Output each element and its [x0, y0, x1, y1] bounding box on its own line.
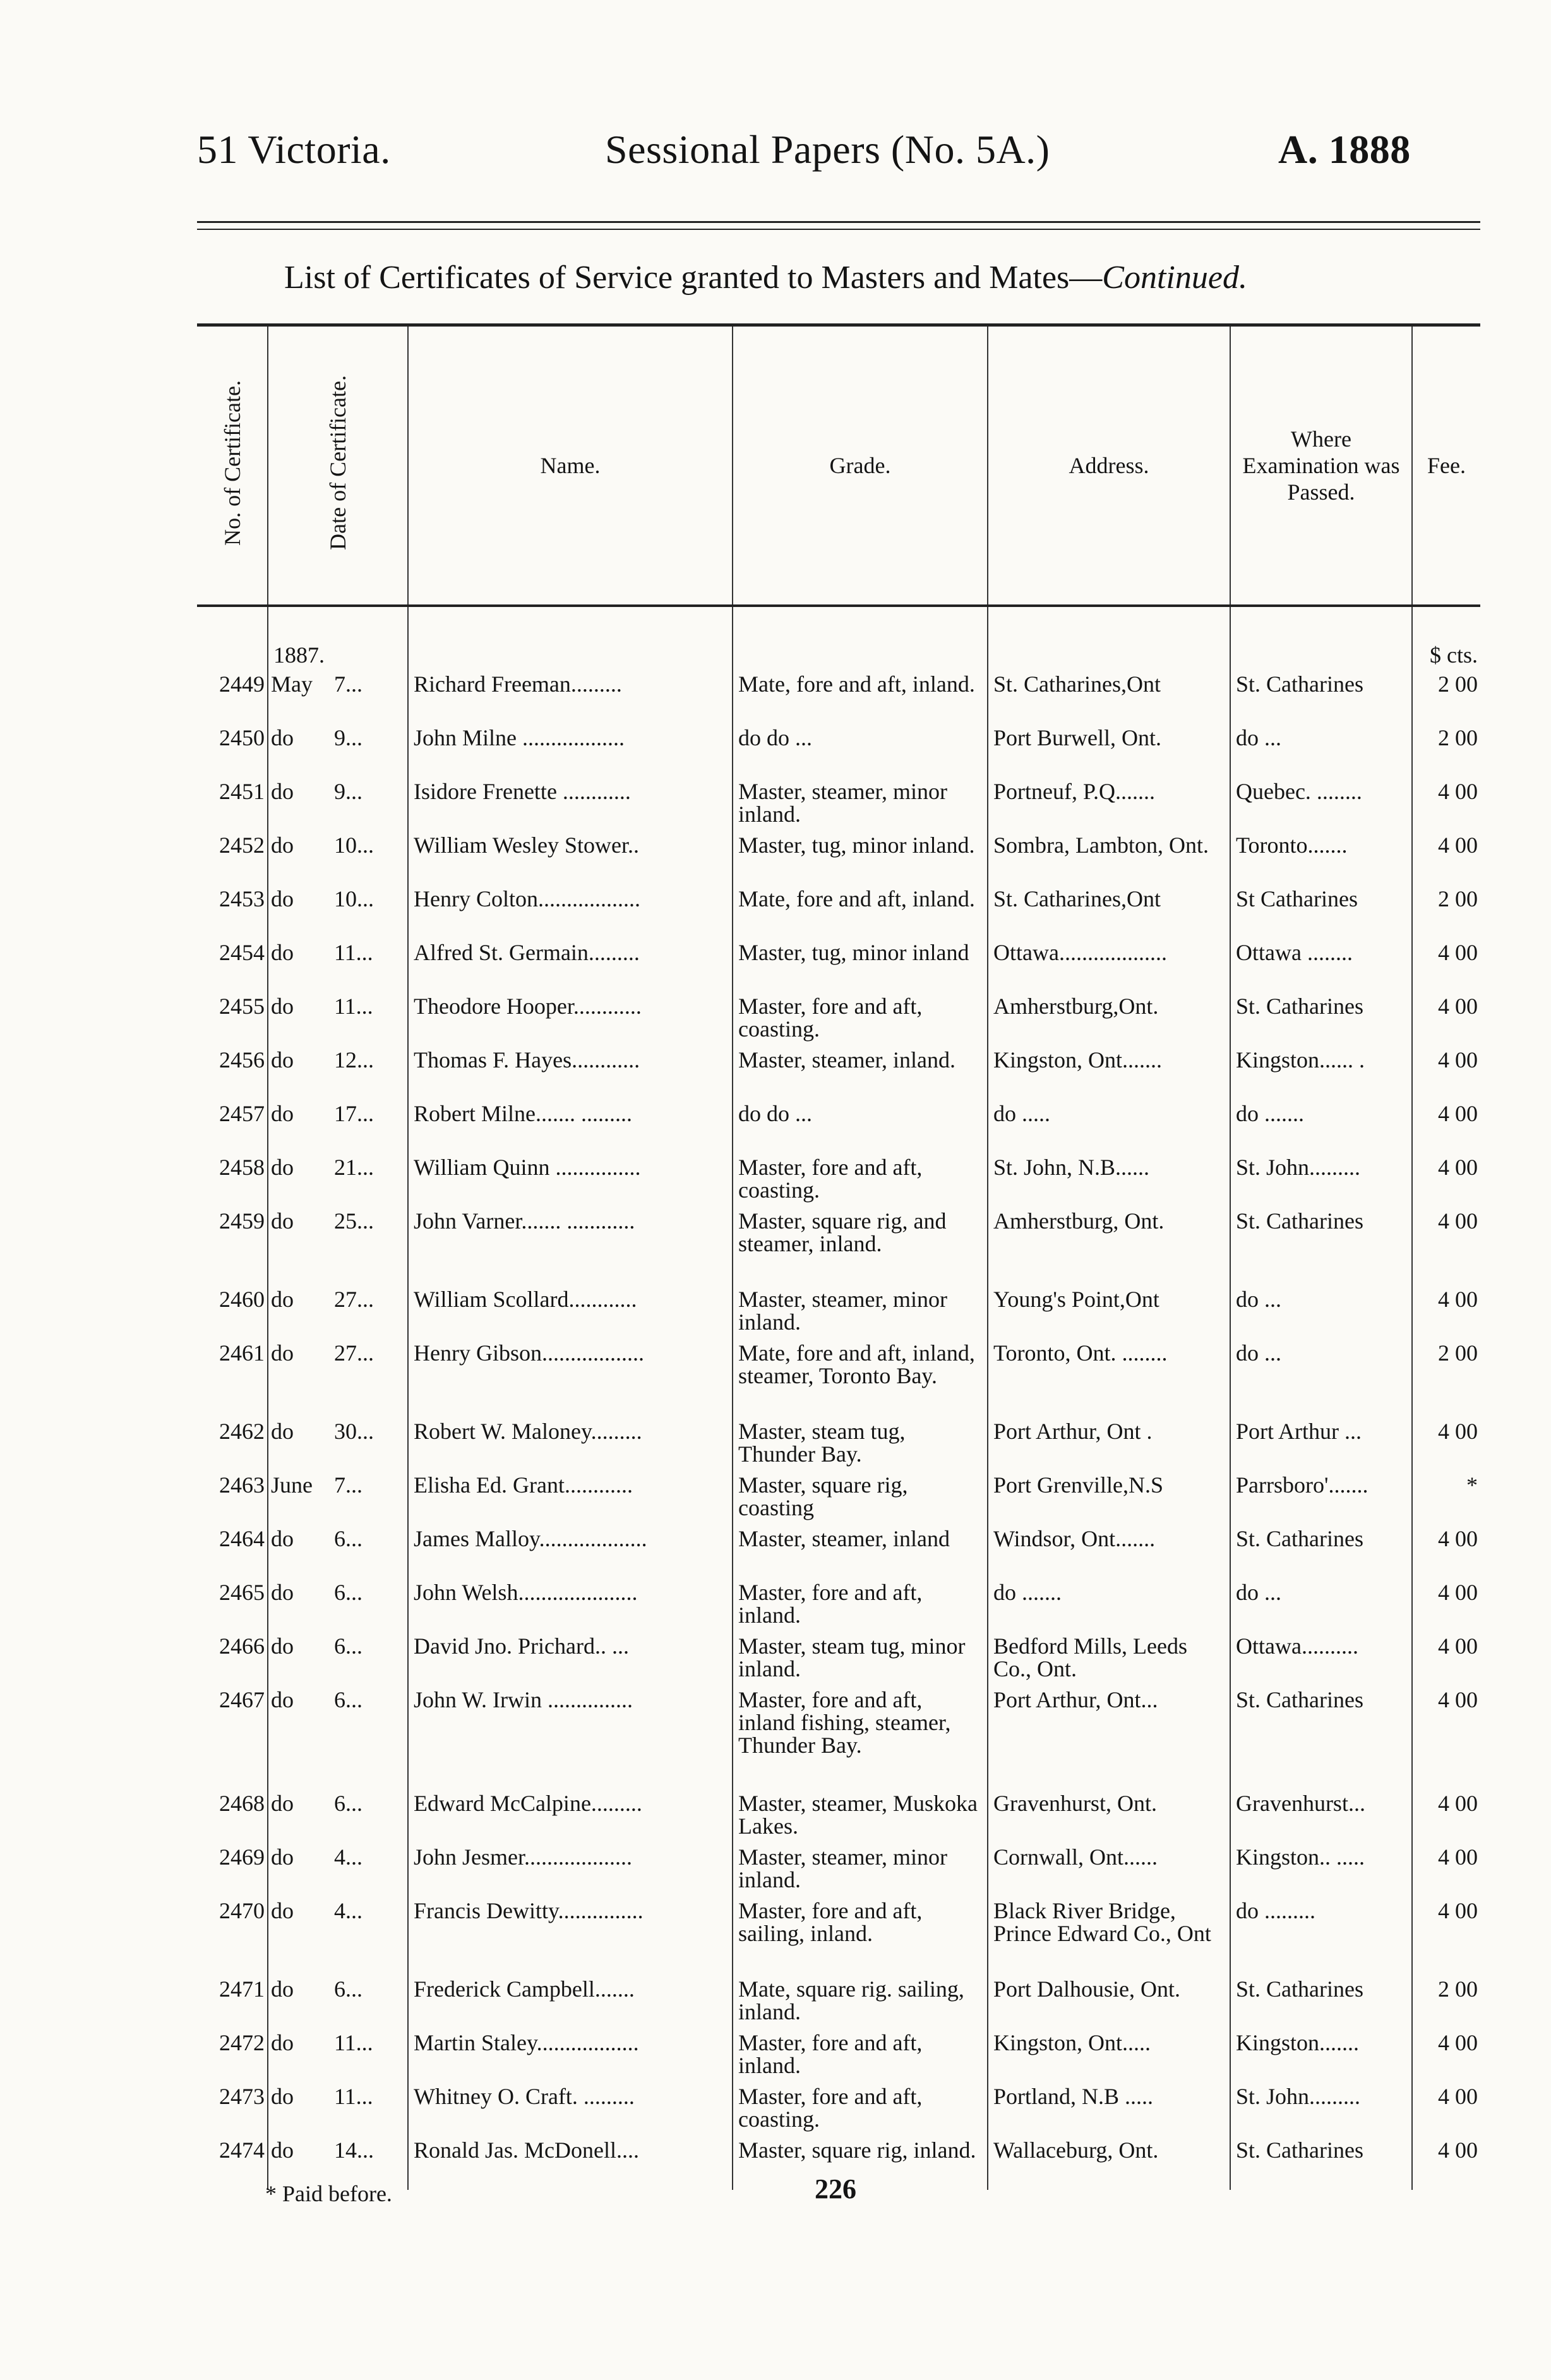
cell-fee: 4 00 [1412, 1897, 1480, 1975]
page-number: 226 [815, 2173, 856, 2204]
cell-grade: Master, square rig, and steamer, inland. [733, 1207, 988, 1285]
cell-certificate-no: 2469 [219, 1844, 265, 1870]
cell-grade: Master, tug, minor inland. [733, 831, 988, 885]
cell-date-month: do [271, 725, 294, 750]
cell-name: William Scollard............ [408, 1285, 733, 1339]
cell-address: Amherstburg, Ont. [988, 1207, 1230, 1285]
cell-date [268, 2082, 408, 2136]
cell-date [268, 1417, 408, 1471]
cell-address: Toronto, Ont. ........ [988, 1339, 1230, 1417]
cell-address: Sombra, Lambton, Ont. [988, 831, 1230, 885]
cell-where-examined: St Catharines [1230, 885, 1412, 939]
cell-date [268, 1975, 408, 2029]
table-row [197, 831, 1480, 885]
cell-where-examined: do ... [1230, 724, 1412, 778]
cell-address: Ottawa................... [988, 939, 1230, 992]
header-rule [197, 221, 1480, 223]
cell-fee: 4 00 [1412, 778, 1480, 831]
cell-name: John W. Irwin ............... [408, 1686, 733, 1789]
cell-where-examined: St. Catharines [1230, 670, 1412, 724]
cell-address: Port Arthur, Ont... [988, 1686, 1230, 1789]
cell-where-examined: Ottawa.......... [1230, 1632, 1412, 1686]
table-row [197, 1339, 1480, 1417]
cell-certificate-no: 2468 [219, 1791, 265, 1816]
cell-date [268, 939, 408, 992]
cell-grade: Master, steamer, minor inland. [733, 1843, 988, 1897]
cell-date-month: do [271, 1208, 294, 1234]
cell-date-month: do [271, 1287, 294, 1312]
table-row [197, 1471, 1480, 1525]
column-header-name: Name. [408, 325, 733, 606]
table-row [197, 670, 1480, 724]
cell-where-examined: St. Catharines [1230, 1207, 1412, 1285]
table-row [197, 1686, 1480, 1789]
cell-date [268, 992, 408, 1046]
cell-grade: Master, square rig, inland. [733, 2136, 988, 2190]
cell-fee: 4 00 [1412, 1578, 1480, 1632]
cell-date-day: 9... [334, 725, 362, 750]
cell-where-examined: Kingston.. ..... [1230, 1843, 1412, 1897]
cell-grade: Master, steamer, inland. [733, 1046, 988, 1100]
cell-date [268, 1285, 408, 1339]
cell-fee: 4 00 [1412, 992, 1480, 1046]
cell-date [268, 778, 408, 831]
cell-address: do ..... [988, 1100, 1230, 1153]
cell-address: Amherstburg,Ont. [988, 992, 1230, 1046]
cell-where-examined: St. Catharines [1230, 1525, 1412, 1578]
cell-date-month: do [271, 2137, 294, 2163]
cell-fee: 4 00 [1412, 1789, 1480, 1843]
cell-fee: 4 00 [1412, 1417, 1480, 1471]
cell-fee: 4 00 [1412, 1207, 1480, 1285]
header-session: 51 Victoria. [197, 127, 391, 172]
list-title-continued: Continued. [1102, 260, 1247, 296]
cell-address: Windsor, Ont....... [988, 1525, 1230, 1578]
list-title-main: List of Certificates of Service granted to Masters and Mates— [284, 260, 1103, 296]
cell-date-day: 11... [334, 940, 373, 965]
cell-certificate-no: 2461 [219, 1340, 265, 1366]
cell-date-day: 6... [334, 1580, 362, 1605]
cell-fee: 4 00 [1412, 1046, 1480, 1100]
cell-where-examined: Port Arthur ... [1230, 1417, 1412, 1471]
cell-address: do ....... [988, 1578, 1230, 1632]
header-title: Sessional Papers (No. 5A.) [605, 127, 1050, 172]
cell-date-month: do [271, 1791, 294, 1816]
cell-date-month: do [271, 2030, 294, 2055]
cell-name: Ronald Jas. McDonell.... [408, 2136, 733, 2190]
cell-date [268, 1207, 408, 1285]
cell-grade: Master, fore and aft, inland. [733, 2029, 988, 2082]
cell-fee: 4 00 [1412, 2136, 1480, 2190]
cell-grade: Master, fore and aft, inland fishing, steamer, Thunder Bay. [733, 1686, 988, 1789]
cell-address: Cornwall, Ont...... [988, 1843, 1230, 1897]
cell-date [268, 2029, 408, 2082]
cell-fee: 2 00 [1412, 1975, 1480, 2029]
cell-date-month: May [271, 671, 313, 697]
cell-name: Richard Freeman......... [408, 670, 733, 724]
cell-fee: 4 00 [1412, 1285, 1480, 1339]
cell-date [268, 724, 408, 778]
cell-address: St. Catharines,Ont [988, 670, 1230, 724]
cell-fee: 4 00 [1412, 1632, 1480, 1686]
cell-grade: Master, steamer, minor inland. [733, 778, 988, 831]
table-row [197, 1578, 1480, 1632]
cell-date-day: 11... [334, 2030, 373, 2055]
cell-address: Port Arthur, Ont . [988, 1417, 1230, 1471]
cell-fee: 4 00 [1412, 939, 1480, 992]
cell-fee: 4 00 [1412, 831, 1480, 885]
cell-certificate-no: 2474 [219, 2137, 265, 2163]
table-row [197, 2029, 1480, 2082]
cell-date-day: 7... [334, 671, 362, 697]
cell-date-day: 21... [334, 1155, 374, 1180]
cell-where-examined: Ottawa ........ [1230, 939, 1412, 992]
list-title [284, 259, 1247, 296]
cell-grade: Master, square rig, coasting [733, 1471, 988, 1525]
cell-address: Kingston, Ont....... [988, 1046, 1230, 1100]
cell-address: Port Burwell, Ont. [988, 724, 1230, 778]
cell-certificate-no: 2464 [219, 1526, 265, 1551]
cell-address: Black River Bridge, Prince Edward Co., Ont [988, 1897, 1230, 1975]
column-header-address: Address. [988, 325, 1230, 606]
fee-unit-label: $ cts. [1412, 606, 1480, 670]
cell-date-day: 6... [334, 1976, 362, 2002]
cell-where-examined: do ... [1230, 1285, 1412, 1339]
cell-certificate-no: 2463 [219, 1472, 265, 1498]
cell-name: Elisha Ed. Grant............ [408, 1471, 733, 1525]
cell-where-examined: do ....... [1230, 1100, 1412, 1153]
cell-fee: 4 00 [1412, 1100, 1480, 1153]
cell-where-examined: Parrsboro'....... [1230, 1471, 1412, 1525]
cell-grade: Master, steamer, inland [733, 1525, 988, 1578]
cell-date-day: 10... [334, 832, 374, 858]
cell-date-day: 7... [334, 1472, 362, 1498]
cell-date-month: do [271, 1526, 294, 1551]
cell-where-examined: do ......... [1230, 1897, 1412, 1975]
cell-date-day: 6... [334, 1791, 362, 1816]
cell-date-day: 11... [334, 994, 373, 1019]
cell-date [268, 1525, 408, 1578]
cell-grade: Mate, fore and aft, inland, steamer, Toronto Bay. [733, 1339, 988, 1417]
cell-where-examined: St. John......... [1230, 1153, 1412, 1207]
cell-certificate-no: 2472 [219, 2030, 265, 2055]
column-header-date: Date of Certificate. [268, 325, 408, 606]
cell-where-examined: St. Catharines [1230, 1975, 1412, 2029]
cell-certificate-no: 2455 [219, 994, 265, 1019]
cell-date-month: June [271, 1472, 313, 1498]
cell-fee: 2 00 [1412, 724, 1480, 778]
table-row [197, 1207, 1480, 1285]
column-header-where: Where Examination was Passed. [1230, 325, 1412, 606]
cell-date [268, 1153, 408, 1207]
cell-date-month: do [271, 1633, 294, 1659]
cell-date [268, 1339, 408, 1417]
cell-date-month: do [271, 1340, 294, 1366]
cell-name: Robert W. Maloney......... [408, 1417, 733, 1471]
cell-date-day: 27... [334, 1340, 374, 1366]
cell-address: St. John, N.B...... [988, 1153, 1230, 1207]
cell-address: Port Grenville,N.S [988, 1471, 1230, 1525]
cell-certificate-no: 2467 [219, 1687, 265, 1712]
cell-where-examined: do ... [1230, 1578, 1412, 1632]
table-row [197, 1525, 1480, 1578]
table-row [197, 885, 1480, 939]
cell-name: Isidore Frenette ............ [408, 778, 733, 831]
cell-address: Wallaceburg, Ont. [988, 2136, 1230, 2190]
cell-date-month: do [271, 779, 294, 804]
table-row [197, 992, 1480, 1046]
cell-where-examined: Gravenhurst... [1230, 1789, 1412, 1843]
table-row [197, 1897, 1480, 1975]
cell-date-day: 14... [334, 2137, 374, 2163]
certificates-table [197, 323, 1480, 2190]
cell-date-day: 6... [334, 1633, 362, 1659]
cell-date-month: do [271, 1898, 294, 1923]
cell-where-examined: St. Catharines [1230, 2136, 1412, 2190]
cell-grade: Master, fore and aft, sailing, inland. [733, 1897, 988, 1975]
year-label: 1887. [268, 606, 408, 670]
cell-fee: 4 00 [1412, 1525, 1480, 1578]
cell-name: Henry Gibson.................. [408, 1339, 733, 1417]
table-row [197, 2082, 1480, 2136]
cell-fee: 4 00 [1412, 1153, 1480, 1207]
cell-address: Bedford Mills, Leeds Co., Ont. [988, 1632, 1230, 1686]
cell-address: Portland, N.B ..... [988, 2082, 1230, 2136]
cell-fee: 2 00 [1412, 885, 1480, 939]
cell-name: William Wesley Stower.. [408, 831, 733, 885]
cell-grade: do do ... [733, 724, 988, 778]
cell-date [268, 1046, 408, 1100]
cell-date-day: 27... [334, 1287, 374, 1312]
cell-fee: 4 00 [1412, 2082, 1480, 2136]
cell-date-day: 6... [334, 1526, 362, 1551]
cell-date [268, 1843, 408, 1897]
cell-where-examined: do ... [1230, 1339, 1412, 1417]
cell-date [268, 1100, 408, 1153]
cell-certificate-no: 2457 [219, 1101, 265, 1126]
cell-date-month: do [271, 1419, 294, 1444]
cell-name: John Jesmer................... [408, 1843, 733, 1897]
table-row [197, 1285, 1480, 1339]
cell-certificate-no: 2453 [219, 886, 265, 911]
cell-date [268, 1686, 408, 1789]
cell-address: Kingston, Ont..... [988, 2029, 1230, 2082]
cell-name: Robert Milne....... ......... [408, 1100, 733, 1153]
column-header-grade: Grade. [733, 325, 988, 606]
cell-date [268, 1471, 408, 1525]
cell-fee: 2 00 [1412, 1339, 1480, 1417]
cell-date [268, 1578, 408, 1632]
cell-where-examined: Toronto....... [1230, 831, 1412, 885]
cell-certificate-no: 2459 [219, 1208, 265, 1234]
cell-grade: Mate, fore and aft, inland. [733, 885, 988, 939]
cell-date-month: do [271, 940, 294, 965]
cell-date [268, 1632, 408, 1686]
cell-certificate-no: 2458 [219, 1155, 265, 1180]
cell-date-day: 10... [334, 886, 374, 911]
cell-name: Thomas F. Hayes............ [408, 1046, 733, 1100]
table-row [197, 1046, 1480, 1100]
cell-name: Frederick Campbell....... [408, 1975, 733, 2029]
table-row [197, 1975, 1480, 2029]
cell-grade: Master, steamer, minor inland. [733, 1285, 988, 1339]
cell-date-month: do [271, 1580, 294, 1605]
cell-name: James Malloy................... [408, 1525, 733, 1578]
table-row [197, 778, 1480, 831]
cell-name: William Quinn ............... [408, 1153, 733, 1207]
cell-name: David Jno. Prichard.. ... [408, 1632, 733, 1686]
header-rule-secondary [197, 229, 1480, 230]
cell-date-day: 4... [334, 1844, 362, 1870]
cell-where-examined: St. Catharines [1230, 992, 1412, 1046]
cell-name: John Varner....... ............ [408, 1207, 733, 1285]
cell-date [268, 1897, 408, 1975]
cell-certificate-no: 2473 [219, 2084, 265, 2109]
cell-date-month: do [271, 994, 294, 1019]
cell-certificate-no: 2451 [219, 779, 265, 804]
cell-name: Henry Colton.................. [408, 885, 733, 939]
cell-grade: Master, fore and aft, coasting. [733, 2082, 988, 2136]
cell-date-month: do [271, 1101, 294, 1126]
cell-date-day: 25... [334, 1208, 374, 1234]
cell-where-examined: Kingston....... [1230, 2029, 1412, 2082]
cell-address: Port Dalhousie, Ont. [988, 1975, 1230, 2029]
cell-certificate-no: 2450 [219, 725, 265, 750]
cell-where-examined: St. Catharines [1230, 1686, 1412, 1789]
cell-where-examined: St. John......... [1230, 2082, 1412, 2136]
cell-date-day: 12... [334, 1047, 374, 1073]
cell-date-month: do [271, 1687, 294, 1712]
table-row [197, 1100, 1480, 1153]
cell-address: Portneuf, P.Q....... [988, 778, 1230, 831]
table-row [197, 939, 1480, 992]
table-header-row [197, 325, 1480, 606]
cell-date-day: 9... [334, 779, 362, 804]
cell-date-month: do [271, 1976, 294, 2002]
cell-fee: 4 00 [1412, 2029, 1480, 2082]
cell-date-month: do [271, 1844, 294, 1870]
cell-certificate-no: 2454 [219, 940, 265, 965]
column-header-fee: Fee. [1412, 325, 1480, 606]
cell-name: Francis Dewitty............... [408, 1897, 733, 1975]
cell-where-examined: Quebec. ........ [1230, 778, 1412, 831]
table-row [197, 1843, 1480, 1897]
table-row [197, 724, 1480, 778]
cell-fee: * [1412, 1471, 1480, 1525]
table-row [197, 1417, 1480, 1471]
cell-grade: Mate, fore and aft, inland. [733, 670, 988, 724]
cell-name: Edward McCalpine......... [408, 1789, 733, 1843]
cell-date-day: 11... [334, 2084, 373, 2109]
cell-date-day: 17... [334, 1101, 374, 1126]
cell-grade: Master, steam tug, minor inland. [733, 1632, 988, 1686]
cell-grade: Master, tug, minor inland [733, 939, 988, 992]
cell-date-day: 6... [334, 1687, 362, 1712]
cell-grade: Master, fore and aft, coasting. [733, 992, 988, 1046]
cell-fee: 2 00 [1412, 670, 1480, 724]
cell-name: John Milne .................. [408, 724, 733, 778]
table-row [197, 1153, 1480, 1207]
cell-grade: do do ... [733, 1100, 988, 1153]
cell-grade: Master, steam tug, Thunder Bay. [733, 1417, 988, 1471]
cell-fee: 4 00 [1412, 1843, 1480, 1897]
cell-date-month: do [271, 1047, 294, 1073]
cell-date-month: do [271, 1155, 294, 1180]
certificates-table-container [197, 323, 1480, 2190]
cell-certificate-no: 2460 [219, 1287, 265, 1312]
cell-grade: Mate, square rig. sailing, inland. [733, 1975, 988, 2029]
cell-date-month: do [271, 886, 294, 911]
cell-date [268, 831, 408, 885]
cell-date [268, 885, 408, 939]
cell-certificate-no: 2462 [219, 1419, 265, 1444]
cell-certificate-no: 2465 [219, 1580, 265, 1605]
cell-certificate-no: 2452 [219, 832, 265, 858]
cell-date [268, 1789, 408, 1843]
column-header-no: No. of Certificate. [197, 325, 268, 606]
cell-address: St. Catharines,Ont [988, 885, 1230, 939]
table-row [197, 1789, 1480, 1843]
cell-name: Martin Staley.................. [408, 2029, 733, 2082]
cell-date [268, 670, 408, 724]
cell-certificate-no: 2470 [219, 1898, 265, 1923]
header-year: A. 1888 [1278, 127, 1411, 172]
cell-date-day: 30... [334, 1419, 374, 1444]
cell-name: Theodore Hooper............ [408, 992, 733, 1046]
cell-address: Gravenhurst, Ont. [988, 1789, 1230, 1843]
cell-date-day: 4... [334, 1898, 362, 1923]
cell-certificate-no: 2449 [219, 671, 265, 697]
cell-grade: Master, fore and aft, coasting. [733, 1153, 988, 1207]
table-row [197, 1632, 1480, 1686]
cell-grade: Master, fore and aft, inland. [733, 1578, 988, 1632]
cell-address: Young's Point,Ont [988, 1285, 1230, 1339]
cell-where-examined: Kingston...... . [1230, 1046, 1412, 1100]
cell-date-month: do [271, 832, 294, 858]
cell-name: John Welsh..................... [408, 1578, 733, 1632]
cell-date-month: do [271, 2084, 294, 2109]
cell-name: Whitney O. Craft. ......... [408, 2082, 733, 2136]
cell-certificate-no: 2456 [219, 1047, 265, 1073]
footnote: * Paid before. [265, 2181, 392, 2206]
cell-name: Alfred St. Germain......... [408, 939, 733, 992]
cell-grade: Master, steamer, Muskoka Lakes. [733, 1789, 988, 1843]
cell-certificate-no: 2466 [219, 1633, 265, 1659]
cell-fee: 4 00 [1412, 1686, 1480, 1789]
year-row [197, 606, 1480, 670]
cell-certificate-no: 2471 [219, 1976, 265, 2002]
